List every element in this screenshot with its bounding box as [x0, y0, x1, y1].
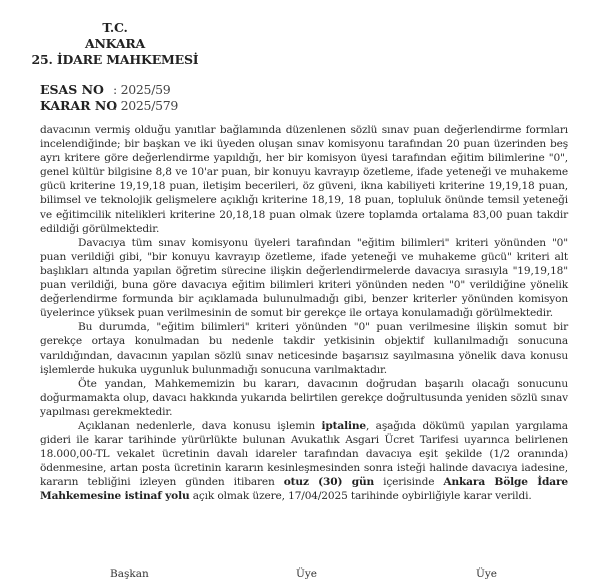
signature-block	[0, 568, 613, 582]
verdict-text-e: içerisinde	[374, 476, 444, 489]
court-header	[0, 20, 230, 68]
verdict-deadline: otuz (30) gün	[283, 476, 375, 489]
verdict-text-c: , aşağıda dökümü yapılan yargılama gideri ile karar tarihinde yürürlükte bulunan Avukatlık Asgari Ücret Tarifesi uyarınca belirlenen 18.000,00-TL vekalet ücretinin davalı idareler tarafından davacıya eşit şekilde (1/2 oranında) ödenmesine, artan posta ücretinin kararın kesinleşmesinden sonra isteği halinde davacıya iadesine, kararın tebliğini izleyen günden itibaren	[40, 419, 568, 489]
verdict-appeal-court: Ankara Bölge İdare Mahkemesine istinaf yolu	[40, 476, 568, 503]
paragraph-conclusion: Bu durumda, "eğitim bilimleri" kriteri yönünden "0" puan verilmesine ilişkin somut bir gerekçe ortaya konulmadan bu nedenle takdir yetkisinin objektif kullanılmadığı sonucuna varıldığından, davacının yapılan sözlü sınav neticesinde başarısız sayılmasına yönelik dava konusu işlemlerde hukuka uygunluk bulunmadığı sonucuna varılmaktadır.	[40, 321, 568, 376]
header-tc: T.C.	[102, 20, 128, 35]
paragraph-evaluation-forms: davacının vermiş olduğu yanıtlar bağlamında düzenlenen sözlü sınav puan değerlendirme formları incelendiğinde; bir başkan ve iki üyeden oluşan sınav komisyonu tarafından 20 puan üzerinden beş ayrı kritere göre değerlendirme yapıldığı, her bir komisyon üyesi tarafından eğitim bilimlerine "0", genel kültür bilgisine 8,8 ve 10'ar puan, bir konuyu kavrayıp özetleme, ifade yeteneği ve muhakeme gücü kriterine 19,19,18 puan, iletişim becerileri, öz güveni, ikna kabiliyeti kriterine 19,19,18 puan, bilimsel ve teknolojik gelişmelere açıklığı kriterine 18,19, 18 puan, topluluk önünde temsil yeteneği ve eğitimcilik nitelikleri kriterine 20,18,18 puan olmak üzere toplamda ortalama 83,00 puan takdir edildiği görülmektedir.	[40, 124, 568, 235]
case-numbers	[40, 82, 178, 114]
paragraph-re-exam: Öte yandan, Mahkememizin bu kararı, davacının doğrudan başarılı olacağı sonucunu doğurmamakta olup, davacı hakkında yukarıda belirtilen gerekçe doğrultusunda yeniden sözlü sınav yapılması gerekmektedir.	[40, 377, 568, 418]
verdict-annulment: iptaline	[321, 419, 366, 432]
esas-no-value: : 2025/59	[113, 82, 171, 97]
esas-no-row	[40, 82, 178, 98]
signature-member-2: Üye	[476, 568, 497, 580]
paragraph-zero-score: Davacıya tüm sınav komisyonu üyeleri tarafından "eğitim bilimleri" kriteri yönünden "0" puan verildiği gibi, "bir konuyu kavrayıp özetleme, ifade yeteneği ve muhakeme gücü" kriteri alt başlıkları altında yapılan öğretim sürecine ilişkin değerlendirmelerde davacıya sırasıyla "19,19,18" puan verildiği, buna göre davacıya eğitim bilimleri kriteri yönünden neden "0" verildiğine yönelik değerlendirme formunda bir açıklamada bulunulmadığı gibi, benzer kriterler yönünden komisyon üyelerince yüksek puan verilmesinin de somut bir gerekçe ile ortaya konulamadığı görülmektedir.	[40, 236, 568, 320]
header-city: ANKARA	[84, 36, 146, 51]
header-court-name: 25. İDARE MAHKEMESİ	[31, 52, 199, 67]
karar-no-label: KARAR NO	[40, 98, 118, 113]
verdict-text-g: açık olmak üzere, 17/04/2025 tarihinde oybirliğiyle karar verildi.	[189, 490, 532, 503]
signature-member-1: Üye	[296, 568, 317, 580]
esas-no-label: ESAS NO	[40, 82, 104, 97]
decision-body	[40, 123, 568, 504]
karar-no-row	[40, 98, 178, 114]
paragraph-verdict	[40, 419, 568, 504]
karar-no-value: : 2025/579	[113, 98, 179, 113]
signature-president: Başkan	[110, 568, 149, 580]
verdict-text-a: Açıklanan nedenlerle, dava konusu işlemin	[78, 419, 322, 432]
